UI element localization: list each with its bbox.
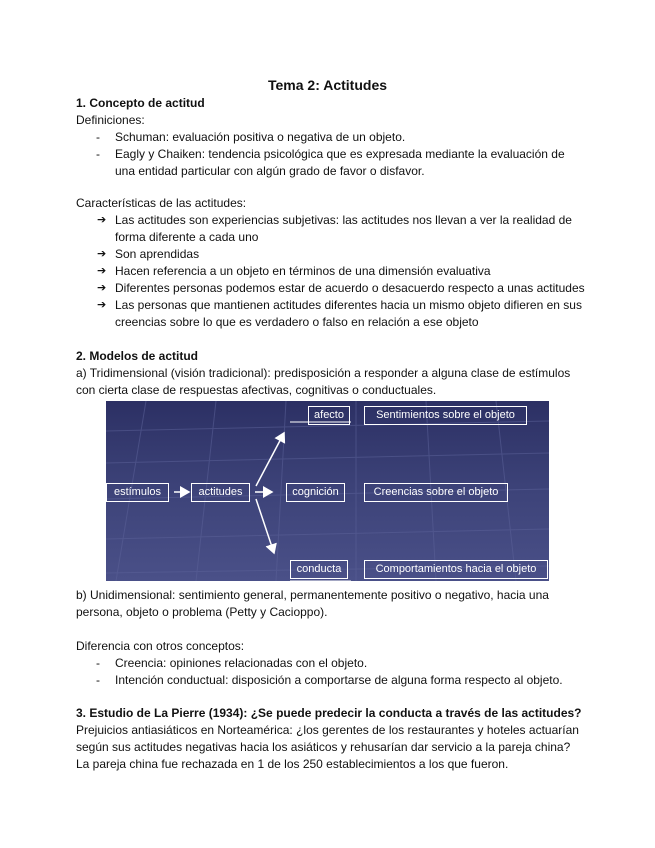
differences-label: Diferencia con otros conceptos: — [76, 639, 245, 653]
differences-list — [76, 655, 581, 689]
list-item-text: forma diferente a cada uno — [115, 230, 259, 244]
dash-bullet: - — [96, 130, 100, 144]
section-la-pierre — [76, 705, 581, 773]
dash-bullet: - — [96, 673, 100, 687]
list-item — [76, 280, 585, 297]
list-item-text: una entidad particular con algún grado de favor o disfavor. — [115, 164, 425, 178]
tridimensional-diagram — [106, 401, 549, 581]
conducta-description: Comportamientos hacia el objeto — [364, 560, 548, 579]
list-item-text: Diferentes personas podemos estar de acuerdo o desacuerdo respecto a unas actitudes — [115, 281, 585, 295]
arrow-bullet-icon: ➔ — [97, 265, 107, 277]
characteristics-list — [76, 212, 585, 331]
arrow-bullet-icon: ➔ — [97, 282, 107, 294]
list-item-text: creencias sobre lo que es verdadero o falso en relación a ese objeto — [115, 315, 479, 329]
section-2-heading: 2. Modelos de actitud — [76, 349, 199, 363]
conducta-box: conducta — [290, 560, 348, 579]
list-item — [76, 655, 581, 672]
dash-bullet: - — [96, 656, 100, 670]
list-item-text: Eagly y Chaiken: tendencia psicológica que es expresada mediante la evaluación de — [115, 147, 565, 161]
list-item — [76, 263, 581, 280]
cognicion-box: cognición — [286, 483, 345, 502]
list-item — [76, 146, 581, 180]
section-1-heading: 1. Concepto de actitud — [76, 96, 205, 110]
unidimensional-text: b) Unidimensional: sentimiento general, permanentemente positivo o negativo, hacia una — [76, 588, 549, 602]
section-modelos — [76, 348, 581, 399]
arrow-bullet-icon: ➔ — [97, 248, 107, 260]
list-item-text: Schuman: evaluación positiva o negativa de un objeto. — [115, 130, 406, 144]
paragraph-line: según sus actitudes negativas hacia los asiáticos y rehusarían dar servicio a la pareja china? — [76, 740, 571, 754]
list-item — [76, 297, 581, 331]
page-title: Tema 2: Actitudes — [267, 77, 388, 93]
estimulos-box: estímulos — [106, 483, 169, 502]
tridimensional-text: con cierta clase de respuestas afectivas, cognitivas o conductuales. — [76, 383, 437, 397]
list-item-text: Son aprendidas — [115, 247, 200, 261]
section-concepto — [76, 95, 581, 180]
definitions-list — [76, 129, 581, 180]
differences-block — [76, 638, 581, 689]
unidimensional-block — [76, 587, 581, 621]
paragraph-line: La pareja china fue rechazada en 1 de los 250 establecimientos a los que fueron. — [76, 757, 509, 771]
list-item — [76, 246, 581, 263]
list-item — [76, 129, 581, 146]
arrow-bullet-icon: ➔ — [97, 214, 107, 226]
characteristics-label: Características de las actitudes: — [76, 196, 247, 210]
section-3-heading: 3. Estudio de La Pierre (1934): ¿Se puede predecir la conducta a través de las actitudes? — [76, 706, 582, 720]
list-item-text: Hacen referencia a un objeto en términos de una dimensión evaluativa — [115, 264, 491, 278]
arrow-bullet-icon: ➔ — [97, 299, 107, 311]
list-item-text: Intención conductual: disposición a comportarse de alguna forma respecto al objeto. — [115, 673, 563, 687]
list-item — [76, 212, 581, 246]
definitions-label: Definiciones: — [76, 113, 145, 127]
afecto-description: Sentimientos sobre el objeto — [364, 406, 527, 425]
dash-bullet: - — [96, 147, 100, 161]
tridimensional-text: a) Tridimensional (visión tradicional): predisposición a responder a alguna clase de estímulos — [76, 366, 571, 380]
paragraph-line: Prejuicios antiasiáticos en Norteamérica: ¿los gerentes de los restaurantes y hoteles actuarían — [76, 723, 579, 737]
list-item — [76, 672, 581, 689]
unidimensional-text: persona, objeto o problema (Petty y Cacioppo). — [76, 605, 328, 619]
list-item-text: Creencia: opiniones relacionadas con el objeto. — [115, 656, 368, 670]
cognicion-description: Creencias sobre el objeto — [364, 483, 508, 502]
list-item-text: Las actitudes son experiencias subjetivas: las actitudes nos llevan a ver la realidad de — [115, 213, 572, 227]
actitudes-box: actitudes — [191, 483, 250, 502]
characteristics-block — [76, 195, 585, 331]
list-item-text: Las personas que mantienen actitudes diferentes hacia un mismo objeto difieren en sus — [115, 298, 582, 312]
afecto-box: afecto — [308, 406, 350, 425]
